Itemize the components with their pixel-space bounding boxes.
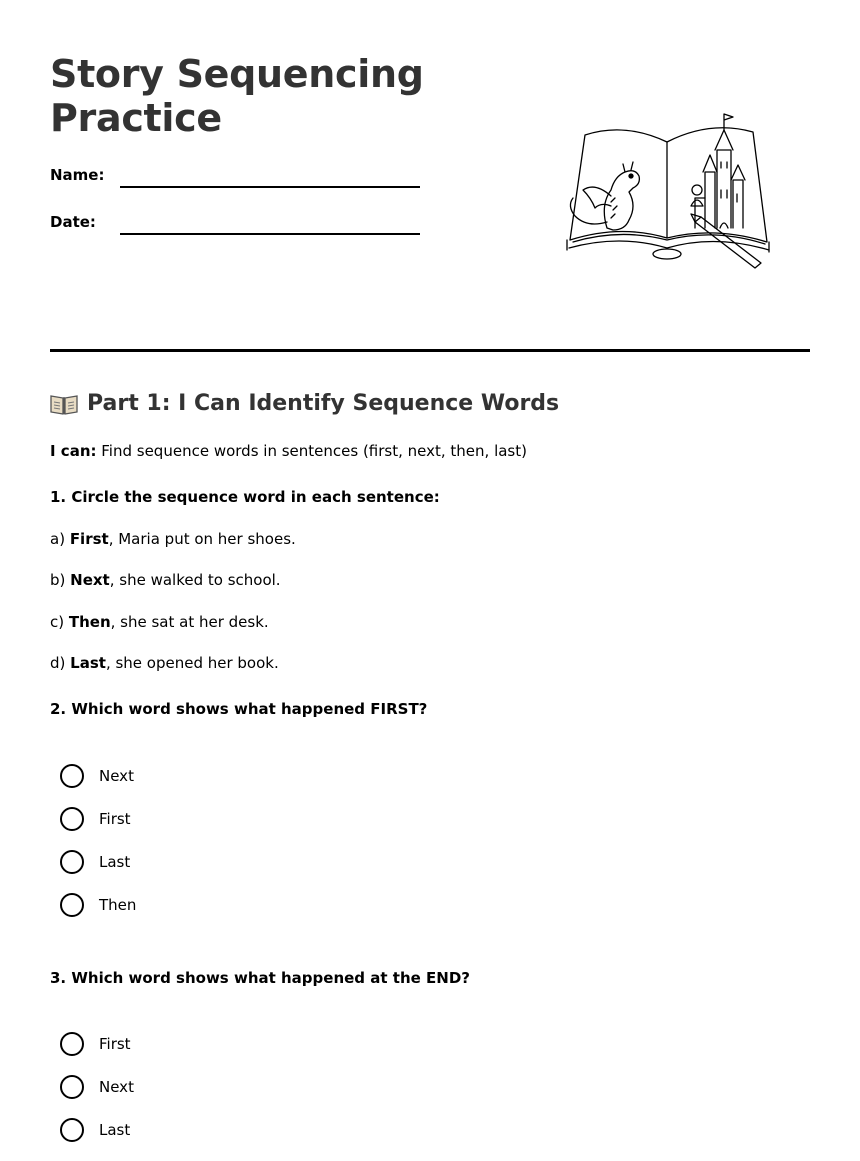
section-divider: [50, 349, 810, 352]
sequence-word[interactable]: First: [69, 530, 109, 548]
q2-option-then[interactable]: [60, 892, 136, 918]
radio-button[interactable]: [60, 764, 84, 788]
sentence-prefix: c): [50, 613, 69, 631]
q2-option-next[interactable]: [60, 763, 134, 789]
sentence-d: [50, 653, 279, 673]
sentence-prefix: d): [50, 654, 71, 672]
sentence-text: , Maria put on her shoes.: [108, 530, 296, 548]
radio-button[interactable]: [60, 1075, 84, 1099]
title-line-1: Story Sequencing: [50, 52, 424, 96]
sequence-word[interactable]: Last: [70, 654, 106, 672]
option-label: First: [99, 810, 131, 828]
q3-option-first[interactable]: [60, 1031, 131, 1057]
sentence-b: [50, 570, 281, 590]
radio-button[interactable]: [60, 893, 84, 917]
sentence-text: , she walked to school.: [109, 571, 281, 589]
title-line-2: Practice: [50, 96, 222, 140]
q3-option-last[interactable]: [60, 1117, 130, 1143]
sentence-prefix: a): [50, 530, 70, 548]
date-field[interactable]: [120, 233, 420, 235]
name-label: Name:: [50, 166, 105, 184]
ican-label: I can:: [50, 442, 97, 460]
radio-button[interactable]: [60, 1118, 84, 1142]
section-title-text: Part 1: I Can Identify Sequence Words: [87, 391, 560, 416]
radio-button[interactable]: [60, 1032, 84, 1056]
sentence-prefix: b): [50, 571, 71, 589]
q3-option-next[interactable]: [60, 1074, 134, 1100]
option-label: Last: [99, 1121, 131, 1139]
sentence-text: , she opened her book.: [105, 654, 279, 672]
storybook-illustration: [555, 110, 775, 275]
open-book-icon: [50, 393, 78, 415]
sentence-a: [50, 529, 296, 549]
option-label: Then: [99, 896, 137, 914]
q2-option-first[interactable]: [60, 806, 131, 832]
option-label: Last: [99, 853, 131, 871]
date-label: Date:: [50, 213, 96, 231]
option-label: Next: [99, 1078, 134, 1096]
sentence-c: [50, 612, 269, 632]
ican-text: Find sequence words in sentences (first, next, then, last): [96, 442, 527, 460]
learning-target: [50, 441, 527, 461]
name-field[interactable]: [120, 186, 420, 188]
question-1-prompt: 1. Circle the sequence word in each sentence:: [50, 488, 440, 506]
q2-option-last[interactable]: [60, 849, 130, 875]
sequence-word[interactable]: Then: [68, 613, 111, 631]
sentence-text: , she sat at her desk.: [110, 613, 269, 631]
option-label: Next: [99, 767, 134, 785]
question-3-prompt: 3. Which word shows what happened at the END?: [50, 969, 470, 987]
radio-button[interactable]: [60, 850, 84, 874]
option-label: First: [99, 1035, 131, 1053]
question-2-prompt: 2. Which word shows what happened FIRST?: [50, 700, 428, 718]
section-heading: [50, 388, 559, 420]
sequence-word[interactable]: Next: [70, 571, 110, 589]
radio-button[interactable]: [60, 807, 84, 831]
page-title: [50, 52, 424, 140]
